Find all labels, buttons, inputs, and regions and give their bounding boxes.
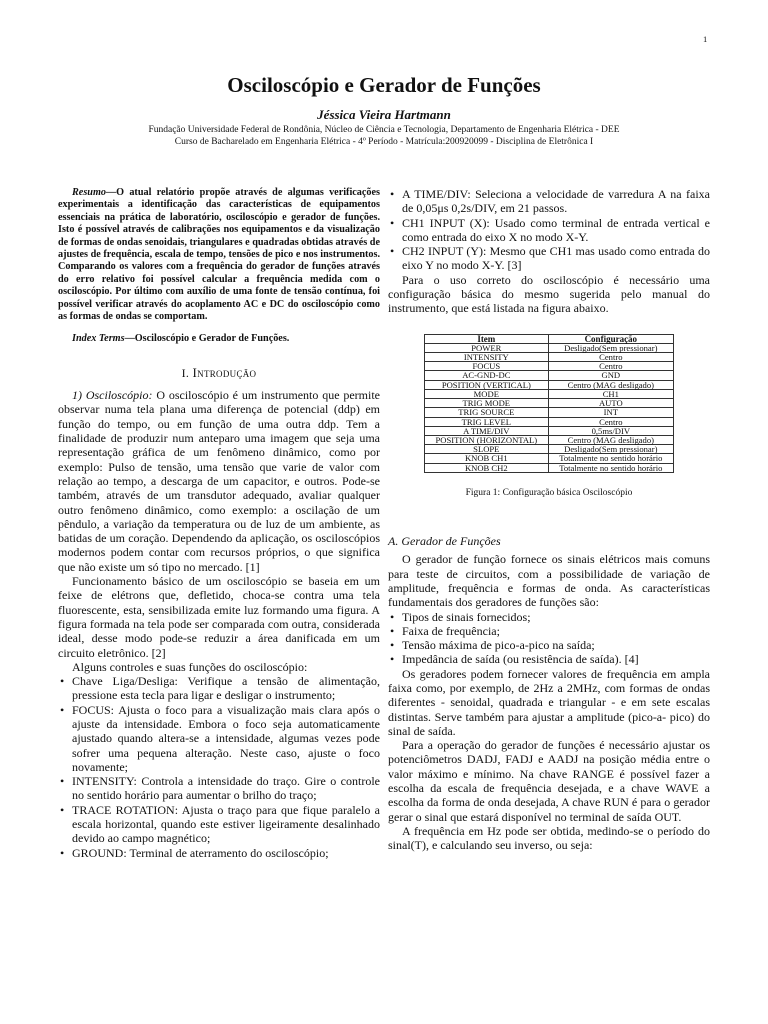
table-cell: POSITION (HORIZONTAL) xyxy=(425,435,549,444)
table-cell: KNOB CH1 xyxy=(425,454,549,463)
table-cell: INTENSITY xyxy=(425,353,549,362)
table-cell: POSITION (VERTICAL) xyxy=(425,380,549,389)
table-row xyxy=(425,463,674,472)
list-item: • Tensão máxima de pico-a-pico na saída; xyxy=(388,638,710,652)
intro-paragraph-1 xyxy=(58,388,380,574)
figure-caption: Figura 1: Configuração básica Osciloscópio xyxy=(465,487,633,498)
table-cell: Centro xyxy=(548,417,673,426)
generator-features-list xyxy=(388,610,710,667)
table-cell: Desligado(Sem pressionar) xyxy=(548,445,673,454)
table-row xyxy=(425,408,674,417)
list-item: • A TIME/DIV: Seleciona a velocidade de varredura A na faixa de 0,05μs 0,2s/DIV, em 21 passos. xyxy=(388,187,710,216)
index-terms-text: —Osciloscópio e Gerador de Funções. xyxy=(124,333,290,345)
table-cell: POWER xyxy=(425,343,549,352)
table-cell: AC-GND-DC xyxy=(425,371,549,380)
section-name: Introdução xyxy=(192,364,257,380)
table-row xyxy=(425,454,674,463)
index-terms-lead: Index Terms xyxy=(72,333,125,345)
table-cell: Centro (MAG desligado) xyxy=(548,380,673,389)
section-heading-introducao xyxy=(58,366,380,380)
config-paragraph: Para o uso correto do osciloscópio é necessário uma configuração básica do mesmo sugerida pelo manual do instrumento, que está listada na figura abaixo. xyxy=(388,272,710,316)
table-cell: Desligado(Sem pressionar) xyxy=(548,343,673,352)
table-row xyxy=(425,417,674,426)
list-item: • Tipos de sinais fornecidos; xyxy=(388,610,710,624)
page-number: 1 xyxy=(703,34,708,44)
table-cell: TRIG SOURCE xyxy=(425,408,549,417)
author-name: Jéssica Vieira Hartmann xyxy=(317,107,451,122)
list-item: • CH1 INPUT (X): Usado como terminal de entrada vertical e como entrada do eixo X no modo X-Y. xyxy=(388,216,710,245)
controls-list-continued xyxy=(388,187,710,273)
table-cell: GND xyxy=(548,371,673,380)
abstract-lead: Resumo xyxy=(72,187,106,198)
intro-paragraph-3: Alguns controles e suas funções do osciloscópio: xyxy=(72,659,308,674)
table-cell: Totalmente no sentido horário xyxy=(548,454,673,463)
table-cell: FOCUS xyxy=(425,362,549,371)
list-item: • Impedância de saída (ou resistência de saída). [4] xyxy=(388,652,710,666)
oscilloscope-config-table xyxy=(424,334,674,473)
column-header-configuracao: Configuração xyxy=(548,334,673,343)
table-cell: AUTO xyxy=(548,399,673,408)
generator-paragraph-1: O gerador de função fornece os sinais elétricos mais comuns para teste de circuitos, com a possibilidade de variação de amplitude, frequência e formas de onda. As características fundamentais dos geradores de funções são: xyxy=(388,552,710,610)
table-cell: Totalmente no sentido horário xyxy=(548,463,673,472)
controls-list xyxy=(58,674,380,860)
table-cell: Centro (MAG desligado) xyxy=(548,435,673,444)
abstract-text: —O atual relatório propõe através de algumas verificações experimentais a identificação das características de equipamentos essenciais na prática de laboratório, osciloscópio e gerador de funções. Isto é possível através de calibrações nos equipamentos e da visualização de formas de ondas senoidais, triangulares e quadradas obtidas através de ajustes de frequência, escala de tempo, tensões de pico e nos instrumentos. Comparando os valores com a frequência do gerador de funções através do erro relativo foi possível calcular a frequência medida com o osciloscópio. Por último com auxílio de uma fonte de tensão contínua, foi possível verificar através do acoplamento AC e DC do osciloscópio como as formas de ondas se comportam. xyxy=(58,187,380,323)
table-cell: MODE xyxy=(425,389,549,398)
table-header-row xyxy=(425,334,674,343)
right-column xyxy=(388,187,710,853)
generator-paragraph-2: Os geradores podem fornecer valores de frequência em ampla faixa como, por exemplo, de 2Hz a 2MHz, com formas de ondas diferentes - senoidal, quadrada e triangular - e em sete escalas distintas. Serve também para ajustar a amplitude (pico-a- pico) do sinal de saída. xyxy=(388,666,710,738)
table-row xyxy=(425,389,674,398)
table-row xyxy=(425,343,674,352)
list-item: • CH2 INPUT (Y): Mesmo que CH1 mas usado como entrada do eixo Y no modo X-Y. [3] xyxy=(388,244,710,273)
table-cell: Centro xyxy=(548,362,673,371)
list-item: • FOCUS: Ajusta o foco para a visualização mais clara após o ajuste da intensidade. Embora o foco seja automaticamente ajustado quando altera-se a intensidade, algumas vezes pode sofrer uma pequena alteração. Neste caso, ajuste o foco novamente; xyxy=(58,703,380,774)
table-cell: KNOB CH2 xyxy=(425,463,549,472)
list-item: • INTENSITY: Controla a intensidade do traço. Gire o controle no sentido horário para aumentar o brilho do traço; xyxy=(58,774,380,803)
affiliation-line-1: Fundação Universidade Federal de Rondônia, Núcleo de Ciência e Tecnologia, Departamento de Engenharia Elétrica - DEE xyxy=(148,125,620,135)
table-cell: TRIG MODE xyxy=(425,399,549,408)
column-header-item: Item xyxy=(425,334,549,343)
section-numeral: I. xyxy=(181,365,193,380)
abstract xyxy=(58,187,380,323)
table-cell: 0,5ms/DIV xyxy=(548,426,673,435)
subsection-heading-gerador: A. Gerador de Funções xyxy=(388,534,501,549)
table-cell: INT xyxy=(548,408,673,417)
list-item: • Chave Liga/Desliga: Verifique a tensão de alimentação, pressione esta tecla para ligar e desligar o instrumento; xyxy=(58,674,380,703)
intro-paragraph-1-text: O osciloscópio é um instrumento que permite observar numa tela plana uma diferença de potencial (ddp) em função do tempo, ou em função de uma outra ddp. Tem a finalidade de produzir num anteparo uma imagem que seja uma representação gráfica de um fenômeno dinâmico, como por exemplo: Pulso de tensão, uma tensão que varie de valor com relação ao tempo, a descarga de um capacitor, e outros. Pode-se também, através de um transdutor adequado, avaliar qualquer outro fenômeno dinâmico, como exemplo: a oscilação de um pêndulo, a variação da temperatura ou de luz de um ambiente, as batidas de um coração. Dependendo da aplicação, os osciloscópios modernos podem contar com recursos próprios, o que significa que não existe um só tipo no mercado. [1] xyxy=(58,388,381,574)
list-item: • Faixa de frequência; xyxy=(388,624,710,638)
table-row xyxy=(425,380,674,389)
table-cell: TRIG LEVEL xyxy=(425,417,549,426)
table-row xyxy=(425,371,674,380)
table-cell: A TIME/DIV xyxy=(425,426,549,435)
intro-paragraph-2: Funcionamento básico de um osciloscópio se baseia em um feixe de elétrons que, defletido, choca-se contra uma tela fluorescente, esta, sensibilizada emite luz formando uma figura. A figura formada na tela pode ser comparada com outra, considerada ideal, desse modo pode-se reduzir a área danificada em um circuito eletrônico. [2] xyxy=(58,574,380,660)
list-item: • GROUND: Terminal de aterramento do osciloscópio; xyxy=(58,846,380,860)
generator-paragraph-3: Para a operação do gerador de funções é necessário ajustar os potenciômetros DADJ, FADJ e AADJ na posição média entre o valor máximo e mínimo. Na chave RANGE é possível fazer a escolha da escala de frequência desejada, e a chave WAVE a escolha da forma de onda desejada, A chave RUN é para o gerador gerar o sinal que estará disponível no terminal de saída OUT. xyxy=(388,738,710,824)
list-item: • TRACE ROTATION: Ajusta o traço para que fique paralelo a escala horizontal, quando este estiver ligeiramente desalinhado devido ao campo magnético; xyxy=(58,803,380,846)
table-cell: SLOPE xyxy=(425,445,549,454)
left-column xyxy=(58,187,380,860)
paper-title: Osciloscópio e Gerador de Funções xyxy=(227,73,541,97)
table-cell: CH1 xyxy=(548,389,673,398)
index-terms xyxy=(58,333,380,345)
table-row xyxy=(425,353,674,362)
generator-paragraph-4: A frequência em Hz pode ser obtida, medindo-se o período do sinal(T), e calculando seu inverso, ou seja: xyxy=(388,823,710,853)
affiliation-line-2: Curso de Bacharelado em Engenharia Elétrica - 4º Período - Matrícula:200920099 - Disciplina de Eletrônica I xyxy=(174,137,594,147)
table-cell: Centro xyxy=(548,353,673,362)
subsection-osciloscopio-label: 1) Osciloscópio: xyxy=(72,388,153,403)
